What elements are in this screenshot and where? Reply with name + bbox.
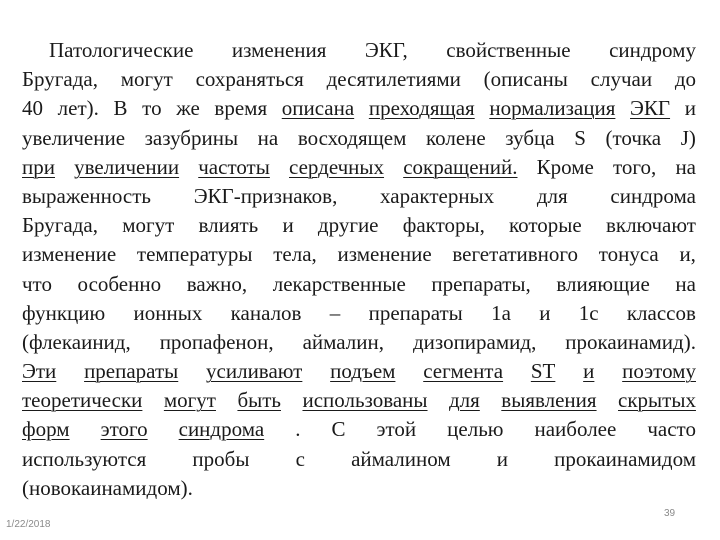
word: синдрома <box>610 183 696 208</box>
text-line <box>22 272 696 301</box>
underlined-word: скрытых <box>618 388 696 413</box>
slide-number: 39 <box>664 508 676 519</box>
word: температуры <box>136 242 253 267</box>
word: функцию <box>22 300 106 325</box>
underlined-word: сокращений. <box>403 154 518 179</box>
underlined-word: поэтому <box>622 359 696 384</box>
underlined-word: подъем <box>330 359 396 384</box>
word: дизопирамид, <box>412 329 537 354</box>
word: и <box>684 96 696 121</box>
text-line <box>22 359 696 388</box>
word: для <box>536 183 568 208</box>
text-line <box>22 38 696 67</box>
word: влиять <box>198 213 259 238</box>
word: тонуса <box>598 242 659 267</box>
underlined-word: синдрома <box>178 417 265 442</box>
word: ЭКГ, <box>364 38 408 62</box>
underlined-word: выявления <box>501 388 597 413</box>
word: (описаны <box>483 67 568 92</box>
text-line <box>22 96 696 125</box>
underlined-word: ЭКГ <box>630 96 671 121</box>
text-line <box>22 155 696 184</box>
word: факторы, <box>402 213 485 238</box>
word: 1а <box>491 300 511 325</box>
word: колене <box>425 125 486 150</box>
word: тела, <box>273 242 317 267</box>
text-line <box>22 126 696 155</box>
word: (новокаинамидом). <box>22 475 193 500</box>
underlined-word: быть <box>237 388 281 413</box>
word: десятилетиями <box>326 67 461 92</box>
word: аймалином <box>351 446 451 471</box>
word: целью <box>447 417 504 442</box>
word: которые <box>509 213 582 238</box>
word: препараты, <box>431 271 531 296</box>
underlined-word: описана <box>281 96 355 121</box>
word: (флекаинид, <box>22 329 131 354</box>
word: на <box>675 271 696 296</box>
word: характерных <box>380 183 495 208</box>
word: этой <box>376 417 417 442</box>
word: могут <box>120 67 173 92</box>
underlined-word: увеличении <box>74 154 180 179</box>
slide-date: 1/22/2018 <box>6 519 51 530</box>
underlined-word: ST <box>530 359 556 384</box>
word: J) <box>680 125 696 150</box>
word: же <box>176 96 200 121</box>
word: включают <box>605 213 696 238</box>
word: (точка <box>605 125 662 150</box>
text-line <box>22 417 696 446</box>
word: то <box>142 96 162 121</box>
text-line <box>22 447 696 476</box>
underlined-word: нормализация <box>489 96 616 121</box>
word: с <box>295 446 305 471</box>
word: и, <box>679 242 696 267</box>
text-line <box>22 330 696 359</box>
word: восходящем <box>297 125 407 150</box>
underlined-word: использованы <box>302 388 428 413</box>
word: наиболее <box>534 417 617 442</box>
word: сохраняться <box>195 67 304 92</box>
word: синдрому <box>609 38 696 62</box>
word: каналов <box>230 300 302 325</box>
word: и <box>282 213 294 238</box>
word: лекарственные <box>272 271 406 296</box>
word: вегетативного <box>452 242 579 267</box>
word: Бругада, <box>22 213 98 238</box>
word: Патологические <box>49 38 194 62</box>
word: зубца <box>505 125 555 150</box>
word: лет). <box>57 96 99 121</box>
word: случаи <box>590 67 653 92</box>
underlined-word: форм <box>22 417 70 442</box>
word: свойственные <box>446 38 571 62</box>
word: особенно <box>77 271 162 296</box>
word: прокаинамидом <box>554 446 696 471</box>
underlined-word: сегмента <box>423 359 504 384</box>
word: того, <box>613 154 657 179</box>
word: до <box>674 67 696 92</box>
word: В <box>113 96 128 121</box>
word: и <box>496 446 509 471</box>
word: Кроме <box>536 154 594 179</box>
word: время <box>214 96 268 121</box>
word: могут <box>122 213 175 238</box>
word: прокаинамид). <box>565 329 696 354</box>
word: часто <box>647 417 696 442</box>
word: 1с <box>578 300 599 325</box>
word: и <box>539 300 551 325</box>
word: пропафенон, <box>159 329 274 354</box>
word: ЭКГ-признаков, <box>193 183 338 208</box>
word: на <box>257 125 279 150</box>
word: . <box>295 417 301 442</box>
text-line <box>22 67 696 96</box>
underlined-word: преходящая <box>368 96 475 121</box>
underlined-word: этого <box>100 417 148 442</box>
underlined-word: Эти <box>22 359 57 384</box>
underlined-word: сердечных <box>289 154 385 179</box>
text-line <box>22 476 696 505</box>
word: S <box>574 125 586 150</box>
word: используются <box>22 446 147 471</box>
word: влияющие <box>556 271 650 296</box>
underlined-word: частоты <box>198 154 270 179</box>
word: другие <box>317 213 379 238</box>
word: изменение <box>22 242 117 267</box>
underlined-word: при <box>22 154 55 179</box>
word: что <box>22 271 52 296</box>
word: важно, <box>186 271 248 296</box>
underlined-word: теоретически <box>22 388 143 413</box>
underlined-word: и <box>583 359 595 384</box>
word: аймалин, <box>302 329 385 354</box>
underlined-word: для <box>449 388 480 413</box>
word: на <box>675 154 696 179</box>
text-line <box>22 242 696 271</box>
word: Бругада, <box>22 67 98 92</box>
word: пробы <box>192 446 250 471</box>
text-line <box>22 184 696 213</box>
word: ионных <box>133 300 203 325</box>
text-line <box>22 388 696 417</box>
word: изменения <box>231 38 327 62</box>
word: – <box>329 300 341 325</box>
underlined-word: могут <box>163 388 216 413</box>
word: С <box>331 417 346 442</box>
underlined-word: усиливают <box>206 359 303 384</box>
word: 40 <box>22 96 43 121</box>
word: зазубрины <box>144 125 239 150</box>
text-line <box>22 213 696 242</box>
word: увеличение <box>22 125 126 150</box>
word: классов <box>626 300 696 325</box>
word: выраженность <box>22 183 151 208</box>
slide-body-text <box>22 38 696 505</box>
word: изменение <box>337 242 432 267</box>
word: препараты <box>368 300 463 325</box>
text-line <box>22 301 696 330</box>
underlined-word: препараты <box>84 359 179 384</box>
